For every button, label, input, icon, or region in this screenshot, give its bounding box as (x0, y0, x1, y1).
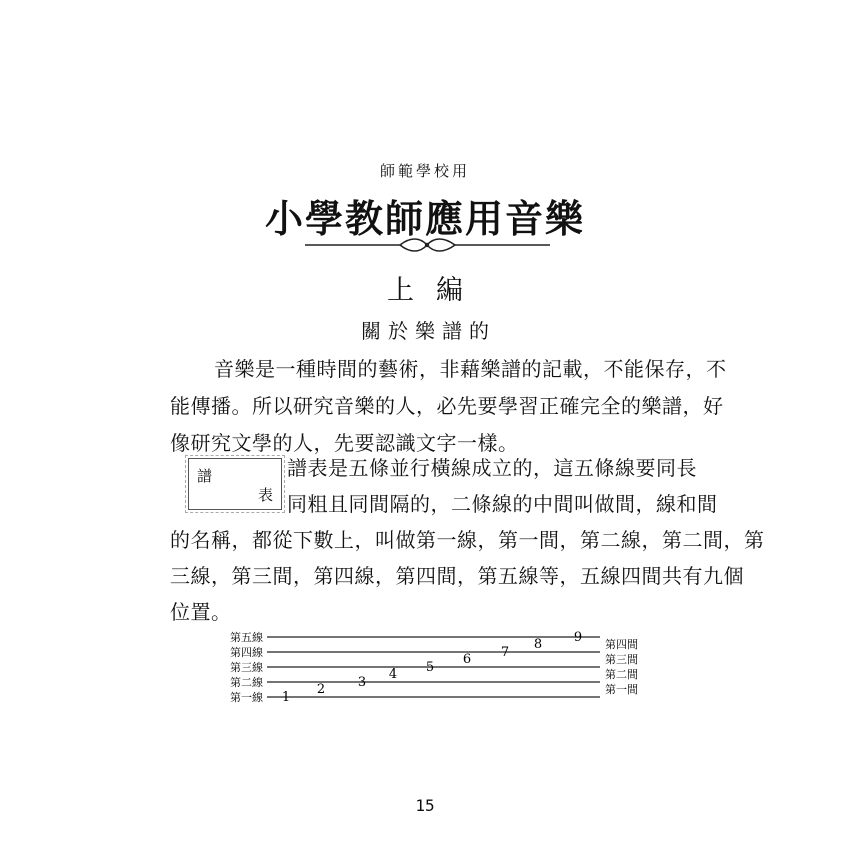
staff-position-2: 2 (316, 682, 326, 697)
staff-space-label-2: 第二間 (605, 668, 638, 681)
staff-position-4: 4 (388, 667, 398, 682)
staff-position-9: 9 (573, 630, 583, 645)
marginal-label-box (188, 458, 282, 510)
paragraph1-line-2: 能傳播。所以研究音樂的人，必先要學習正確完全的樂譜，好 (170, 394, 724, 418)
paragraph2-line-5: 位置。 (170, 600, 232, 624)
staff-position-5: 5 (425, 660, 435, 675)
staff-line-label-5: 第五線 (230, 631, 263, 644)
staff-position-7: 7 (500, 645, 510, 660)
paragraph2-line-3: 的名稱，都從下數上，叫做第一線，第一間，第二線，第二間，第 (170, 528, 765, 552)
staff-position-6: 6 (462, 652, 472, 667)
book-subtitle: 師範學校用 (379, 162, 470, 180)
staff-line-label-3: 第三線 (230, 661, 263, 674)
paragraph2-line-2: 同粗且同間隔的，二條線的中間叫做間，線和間 (287, 492, 718, 516)
marginal-label-char-1: 譜 (197, 467, 213, 485)
paragraph1-line-1: 音樂是一種時間的藝術，非藉樂譜的記載，不能保存，不 (214, 357, 727, 381)
staff-space-label-1: 第一間 (605, 683, 638, 696)
paragraph2-line-4: 三線，第三間，第四線，第四間，第五線等，五線四間共有九個 (170, 564, 744, 588)
staff-line-label-4: 第四線 (230, 646, 263, 659)
staff-diagram (215, 625, 655, 705)
staff-space-label-4: 第四間 (605, 638, 638, 651)
title-ornament (305, 235, 550, 255)
marginal-label-char-2: 表 (257, 486, 273, 504)
part-heading: 上編 (387, 275, 485, 306)
staff-space-label-3: 第三間 (605, 653, 638, 666)
staff-position-8: 8 (533, 637, 543, 652)
page-number: 15 (415, 796, 435, 815)
staff-line-label-2: 第二線 (230, 676, 263, 689)
book-title: 小學教師應用音樂 (264, 196, 585, 241)
staff-position-1: 1 (281, 690, 291, 705)
section-heading: 關於樂譜的 (361, 319, 496, 343)
staff-line-label-1: 第一線 (230, 691, 263, 704)
paragraph1-line-3: 像研究文學的人，先要認識文字一樣。 (170, 431, 519, 455)
paragraph2-line-1: 譜表是五條並行橫線成立的，這五條線要同長 (287, 456, 697, 480)
staff-position-3: 3 (357, 675, 367, 690)
